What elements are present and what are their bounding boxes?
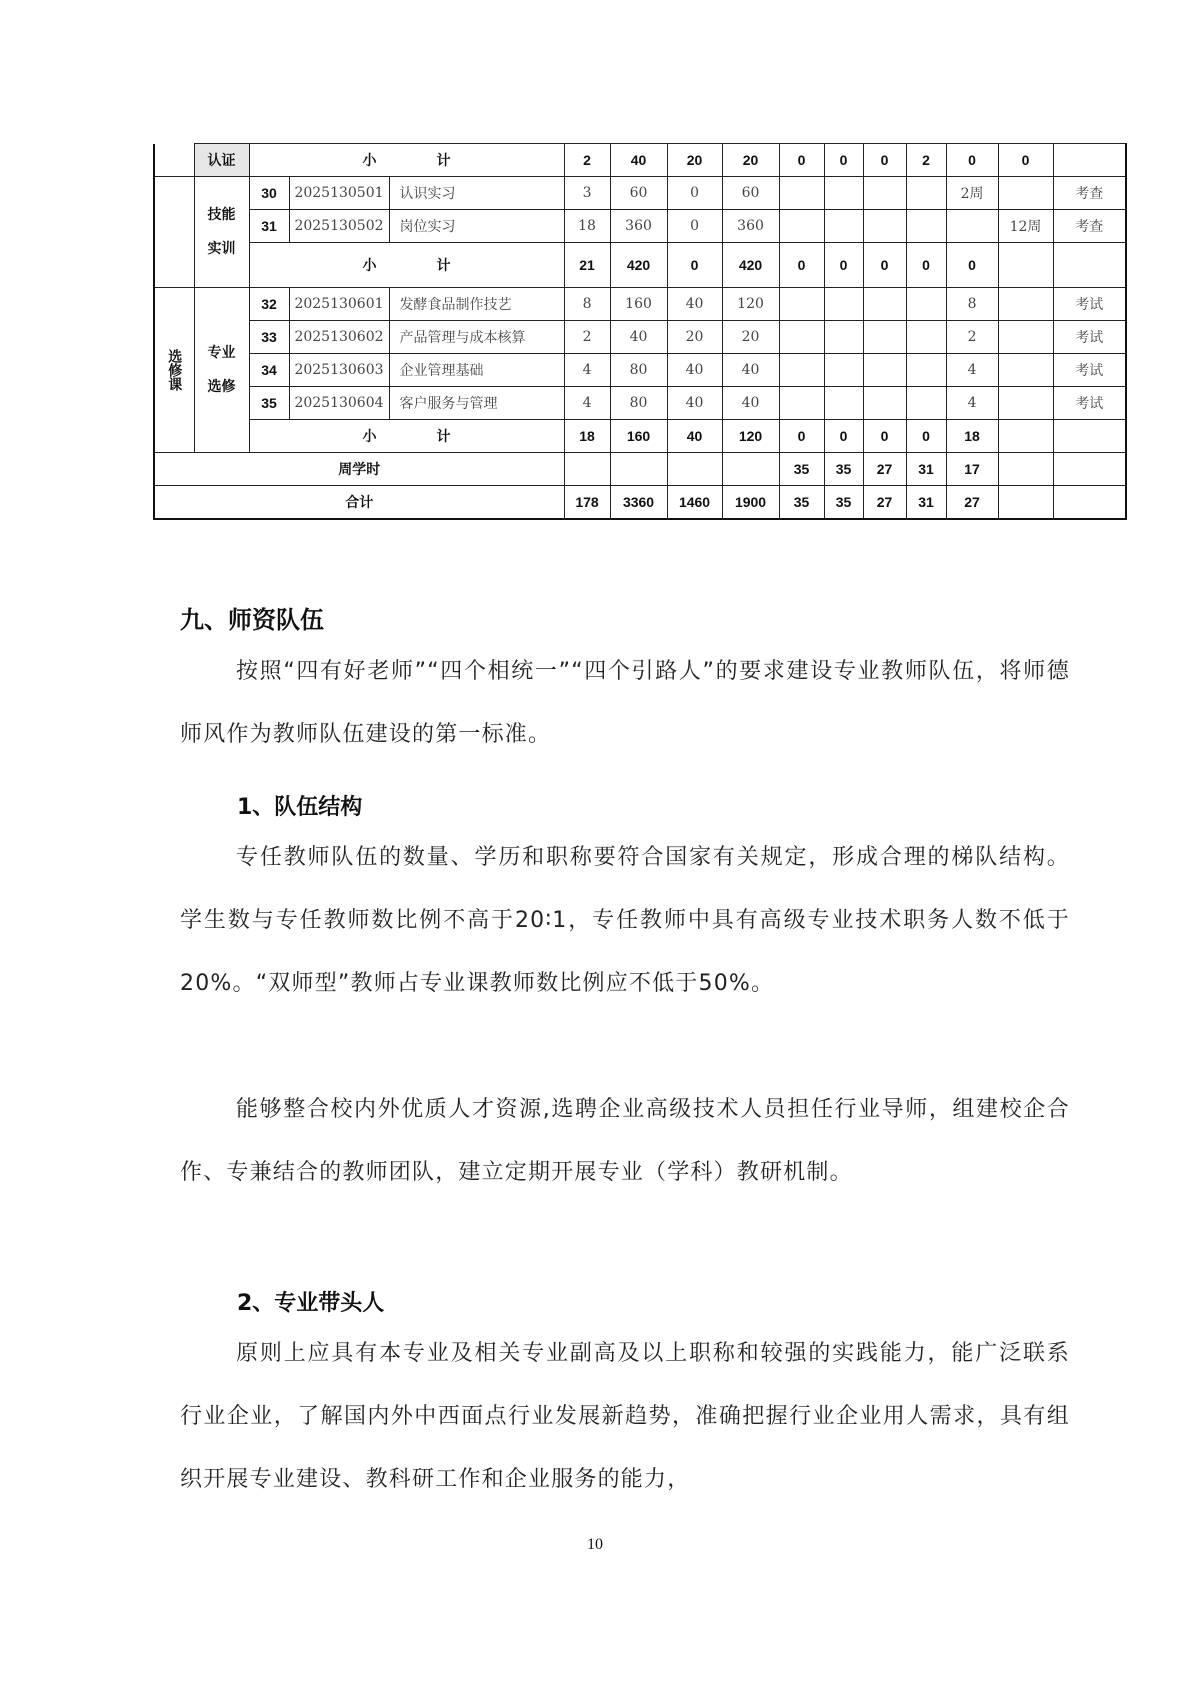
cell-sem6: 0 [998,144,1053,177]
cell-theory-hours: 40 [667,354,722,387]
cell-sem4: 31 [906,486,946,520]
cell-sem6 [998,453,1053,486]
subsection-heading-team-structure: 1、队伍结构 [237,795,363,820]
cell-sem2: 35 [824,486,863,520]
paragraph-team-structure: 专任教师队伍的数量、学历和职称要符合国家有关规定，形成合理的梯队结构。学生数与专任教师数比例不高于20∶1，专任教师中具有高级专业技术职务人数不低于20%。“双师型”教师占专业课教师数比例应不低于50%。 [180,845,1070,996]
cell-total-hours: 80 [610,387,667,420]
cell-sem1: 0 [779,243,824,288]
cell-sem4 [906,210,946,243]
cell-course-name: 发酵食品制作技艺 [389,288,564,321]
cell-sem5: 0 [946,144,998,177]
cell-sem5: 8 [946,288,998,321]
cell-theory-hours: 0 [667,243,722,288]
cell-no: 34 [249,354,289,387]
subtotal-label: 小 计 [249,243,564,288]
cell-assessment [1053,486,1126,520]
cell-credits: 4 [564,387,610,420]
cell-sem3: 0 [863,420,906,453]
cell-sem5: 4 [946,354,998,387]
cell-sem6 [998,486,1053,520]
cell-credits: 2 [564,321,610,354]
cell-assessment: 考查 [1053,177,1126,210]
sub-category-skill-training: 技能 实训 [194,177,249,288]
cell-sem1: 0 [779,144,824,177]
cell-practice-hours: 420 [722,243,779,288]
cell-sem4: 2 [906,144,946,177]
cell-sem3: 27 [863,486,906,520]
cell-assessment [1053,453,1126,486]
cell-no: 32 [249,288,289,321]
table-row [154,321,1126,354]
sub-category-cert: 认证 [194,144,249,177]
cell-sem2 [824,387,863,420]
cell-assessment [1053,243,1126,288]
cell-theory-hours: 40 [667,288,722,321]
cell-sem5: 2 [946,321,998,354]
cell-assessment: 考试 [1053,387,1126,420]
cell-sem1 [779,210,824,243]
cell-theory-hours: 40 [667,420,722,453]
cell-sem3 [863,321,906,354]
cell-course-name: 客户服务与管理 [389,387,564,420]
cell-sem3 [863,387,906,420]
cell-sem3: 27 [863,453,906,486]
cell-sem2: 0 [824,144,863,177]
cell-sem1 [779,321,824,354]
cell-assessment: 考试 [1053,354,1126,387]
cell-total-hours: 3360 [610,486,667,520]
cell-practice-hours: 120 [722,420,779,453]
cell-code: 2025130601 [289,288,389,321]
cell-sem1: 0 [779,420,824,453]
cell-sem4 [906,288,946,321]
cell-practice-hours: 20 [722,144,779,177]
cell-code: 2025130604 [289,387,389,420]
cell-course-name: 企业管理基础 [389,354,564,387]
subtotal-label: 小 计 [249,420,564,453]
cell-sem3 [863,210,906,243]
cell-practice-hours: 20 [722,321,779,354]
cell-theory-hours: 40 [667,387,722,420]
table-row-skill-subtotal [154,243,1126,288]
category-elective: 选修课 [154,288,194,453]
cell-sem6 [998,288,1053,321]
cell-assessment: 考试 [1053,321,1126,354]
cell-total-hours [610,453,667,486]
cell-no: 31 [249,210,289,243]
cell-sem1 [779,387,824,420]
cell-assessment [1053,144,1126,177]
cell-sem3 [863,177,906,210]
cell-total-hours: 160 [610,288,667,321]
paragraph-team-resources: 能够整合校内外优质人才资源,选聘企业高级技术人员担任行业导师，组建校企合作、专兼结合的教师团队，建立定期开展专业（学科）教研机制。 [180,1097,1070,1185]
cell-theory-hours [667,453,722,486]
cell-sem4 [906,354,946,387]
cell-practice-hours: 40 [722,387,779,420]
cell-practice-hours: 120 [722,288,779,321]
cell-credits: 18 [564,210,610,243]
cell-credits: 21 [564,243,610,288]
cell-sem2 [824,321,863,354]
cell-no: 30 [249,177,289,210]
cell-theory-hours: 1460 [667,486,722,520]
cell-credits: 4 [564,354,610,387]
cell-total-hours: 360 [610,210,667,243]
table-row-weekly-hours [154,453,1126,486]
cell-sem2 [824,288,863,321]
cell-sem1: 35 [779,453,824,486]
table-row [154,354,1126,387]
cell-assessment: 考查 [1053,210,1126,243]
cell-theory-hours: 20 [667,144,722,177]
cell-sem4 [906,321,946,354]
cell-sem6 [998,321,1053,354]
cell-total-hours: 160 [610,420,667,453]
cell-no: 33 [249,321,289,354]
cell-credits: 3 [564,177,610,210]
table-row-elective-subtotal [154,420,1126,453]
table-row-cert-subtotal [154,144,1126,177]
cell-sem3 [863,354,906,387]
cell-sem1 [779,288,824,321]
weekly-hours-label: 周学时 [154,453,564,486]
cell-sem4: 0 [906,420,946,453]
cell-sem4: 31 [906,453,946,486]
cell-code: 2025130501 [289,177,389,210]
cell-theory-hours: 20 [667,321,722,354]
cell-sem2: 35 [824,453,863,486]
table-row [154,288,1126,321]
cell-sem5: 0 [946,243,998,288]
cell-practice-hours: 60 [722,177,779,210]
cell-practice-hours: 40 [722,354,779,387]
cell-sem2 [824,210,863,243]
cell-code: 2025130603 [289,354,389,387]
course-table [153,143,1127,520]
cell-sem5: 17 [946,453,998,486]
section-heading: 九、师资队伍 [180,606,324,634]
cell-course-name: 产品管理与成本核算 [389,321,564,354]
cell-sem5 [946,210,998,243]
cell-sem6 [998,243,1053,288]
cell-credits: 178 [564,486,610,520]
cell-code: 2025130502 [289,210,389,243]
table-row [154,210,1126,243]
cell-practice-hours [722,453,779,486]
cell-code: 2025130602 [289,321,389,354]
cell-course-name: 岗位实习 [389,210,564,243]
category-cell-continued [154,144,194,177]
cell-sem2 [824,354,863,387]
cell-sem5: 27 [946,486,998,520]
cell-assessment: 考试 [1053,288,1126,321]
cell-no: 35 [249,387,289,420]
cell-theory-hours: 0 [667,210,722,243]
cell-sem4 [906,177,946,210]
cell-total-hours: 40 [610,144,667,177]
total-label: 合计 [154,486,564,520]
cell-sem3: 0 [863,144,906,177]
page-number: 10 [587,1536,603,1553]
cell-sem5: 4 [946,387,998,420]
cell-sem6 [998,420,1053,453]
subsection-heading-program-leader: 2、专业带头人 [237,1291,385,1316]
cell-credits [564,453,610,486]
cell-sem4 [906,387,946,420]
cell-sem1 [779,177,824,210]
table-row-total [154,486,1126,520]
cell-total-hours: 420 [610,243,667,288]
cell-sem6 [998,387,1053,420]
category-cell-continued [154,177,194,210]
paragraph-program-leader: 原则上应具有本专业及相关专业副高及以上职称和较强的实践能力，能广泛联系行业企业，了解国内外中西面点行业发展新趋势，准确把握行业企业用人需求，具有组织开展专业建设、教科研工作和企业服务的能力， [180,1341,1070,1492]
cell-course-name: 认识实习 [389,177,564,210]
cell-practice-hours: 360 [722,210,779,243]
cell-total-hours: 40 [610,321,667,354]
sub-category-professional-elective: 专业 选修 [194,288,249,453]
cell-sem6 [998,177,1053,210]
cell-theory-hours: 0 [667,177,722,210]
cell-sem4: 0 [906,243,946,288]
subtotal-label: 小 计 [249,144,564,177]
cell-sem5: 2周 [946,177,998,210]
cell-sem6 [998,354,1053,387]
cell-sem2: 0 [824,420,863,453]
cell-total-hours: 80 [610,354,667,387]
cell-total-hours: 60 [610,177,667,210]
cell-sem1: 35 [779,486,824,520]
cell-sem1 [779,354,824,387]
cell-sem5: 18 [946,420,998,453]
cell-sem3 [863,288,906,321]
cell-sem6: 12周 [998,210,1053,243]
cell-assessment [1053,420,1126,453]
table-row [154,387,1126,420]
category-cell-continued [154,210,194,243]
section-intro: 按照“四有好老师”“四个相统一”“四个引路人”的要求建设专业教师队伍，将师德师风作为教师队伍建设的第一标准。 [180,659,1070,747]
cell-sem3: 0 [863,243,906,288]
cell-practice-hours: 1900 [722,486,779,520]
cell-credits: 8 [564,288,610,321]
cell-credits: 2 [564,144,610,177]
cell-sem2 [824,177,863,210]
category-cell-continued [154,243,194,288]
cell-credits: 18 [564,420,610,453]
cell-sem2: 0 [824,243,863,288]
table-row [154,177,1126,210]
